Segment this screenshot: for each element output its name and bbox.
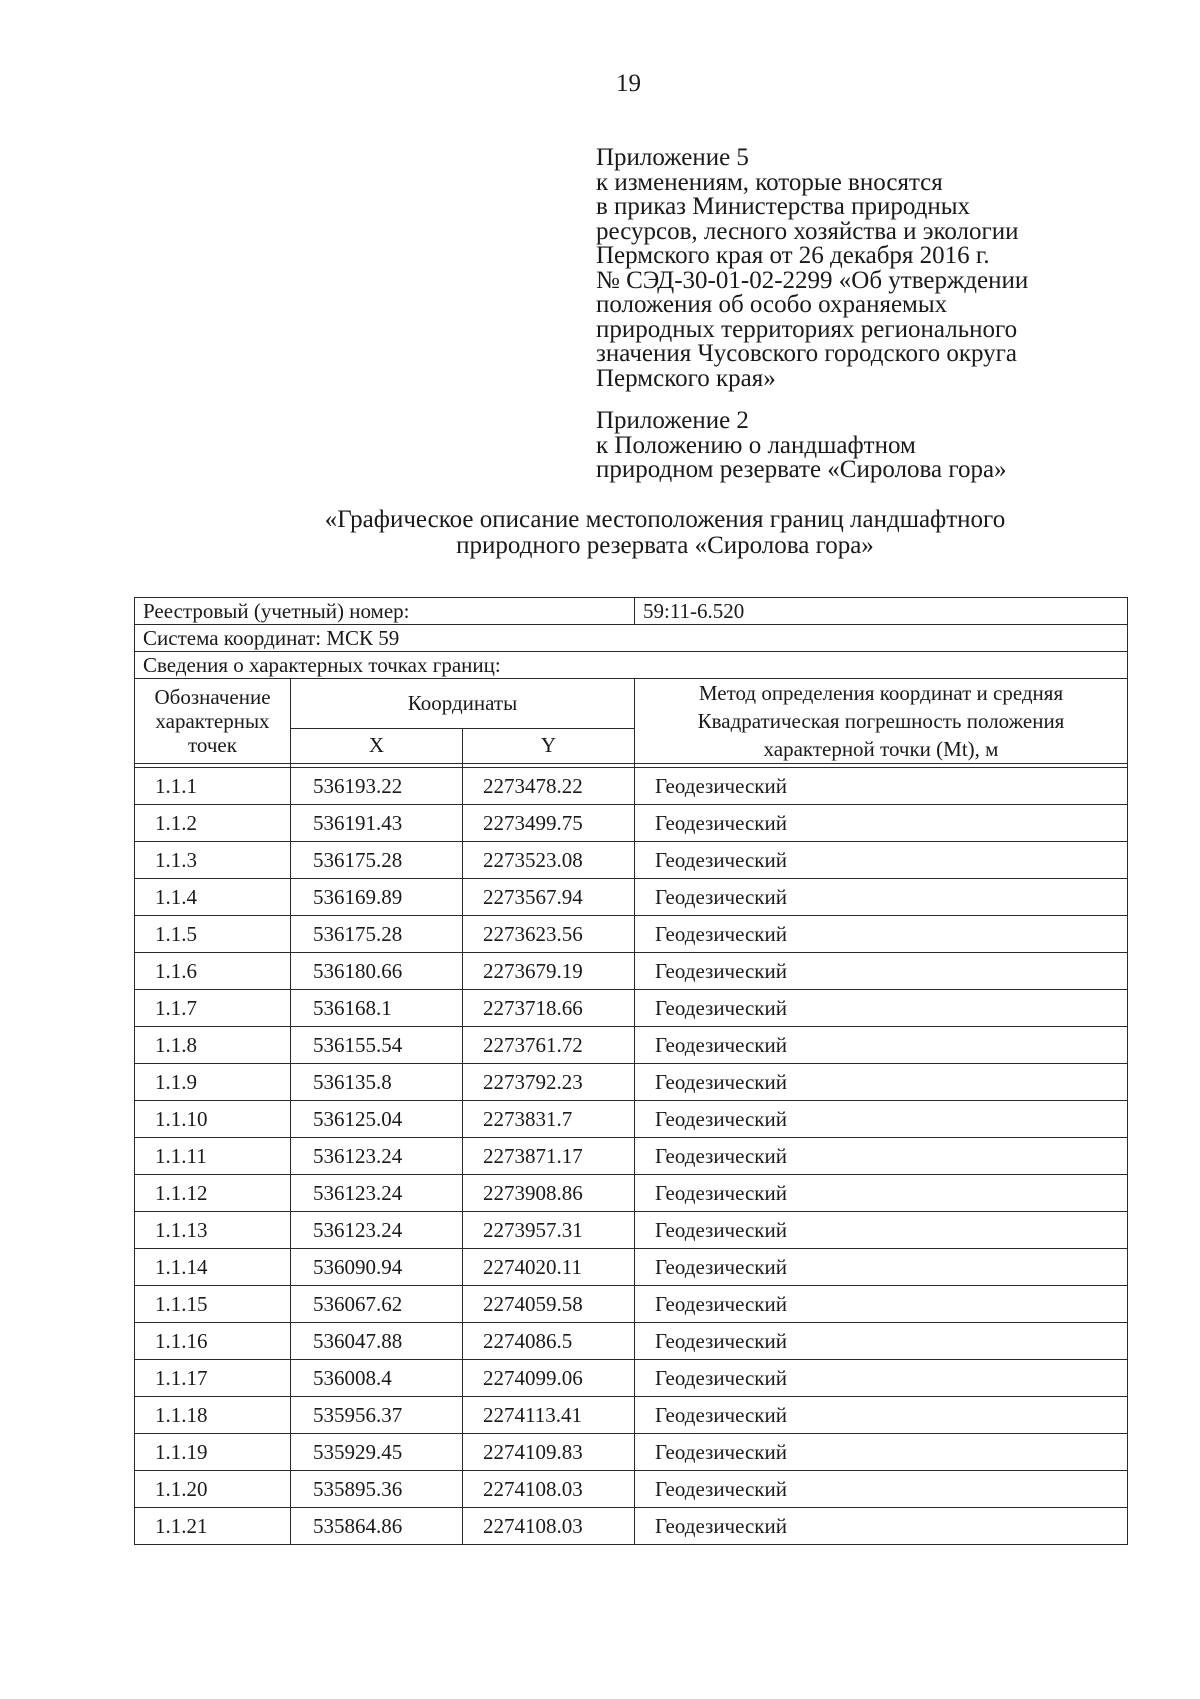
cell-x: 536175.28 bbox=[291, 842, 463, 879]
cell-y: 2273761.72 bbox=[463, 1027, 635, 1064]
cell-point: 1.1.14 bbox=[135, 1249, 291, 1286]
cell-y: 2274108.03 bbox=[463, 1471, 635, 1508]
cell-method: Геодезический bbox=[635, 916, 1128, 953]
cell-x: 536123.24 bbox=[291, 1212, 463, 1249]
table-row bbox=[135, 768, 1128, 805]
table-row bbox=[135, 1360, 1128, 1397]
cell-y: 2274086.5 bbox=[463, 1323, 635, 1360]
appendix-2-line: природном резервате «Сиролова гора» bbox=[596, 456, 1007, 483]
cell-method: Геодезический bbox=[635, 805, 1128, 842]
cell-point: 1.1.3 bbox=[135, 842, 291, 879]
registry-number-label: Реестровый (учетный) номер: bbox=[135, 598, 635, 625]
cell-point: 1.1.6 bbox=[135, 953, 291, 990]
table-row bbox=[135, 842, 1128, 879]
cell-x: 536125.04 bbox=[291, 1101, 463, 1138]
column-header-method: Метод определения координат и средняя Квадратическая погрешность положения характерной точки (Mt), м bbox=[635, 679, 1128, 764]
cell-method: Геодезический bbox=[635, 1064, 1128, 1101]
cell-x: 536193.22 bbox=[291, 768, 463, 805]
cell-point: 1.1.11 bbox=[135, 1138, 291, 1175]
appendix-5-line: природных территориях регионального bbox=[596, 315, 1018, 343]
cell-y: 2274059.58 bbox=[463, 1286, 635, 1323]
cell-y: 2274020.11 bbox=[463, 1249, 635, 1286]
document-title-line-1: «Графическое описание местоположения границ ландшафтного bbox=[324, 506, 1006, 533]
appendix-5-line: положения об особо охраняемых bbox=[596, 291, 948, 318]
cell-method: Геодезический bbox=[635, 1101, 1128, 1138]
cell-method: Геодезический bbox=[635, 1175, 1128, 1212]
table-row bbox=[135, 1064, 1128, 1101]
cell-x: 536123.24 bbox=[291, 1175, 463, 1212]
cell-x: 535864.86 bbox=[291, 1508, 463, 1545]
cell-y: 2273957.31 bbox=[463, 1212, 635, 1249]
cell-point: 1.1.7 bbox=[135, 990, 291, 1027]
cell-x: 536169.89 bbox=[291, 879, 463, 916]
cell-x: 536067.62 bbox=[291, 1286, 463, 1323]
cell-x: 536135.8 bbox=[291, 1064, 463, 1101]
cell-y: 2273871.17 bbox=[463, 1138, 635, 1175]
cell-method: Геодезический bbox=[635, 842, 1128, 879]
cell-y: 2274099.06 bbox=[463, 1360, 635, 1397]
table-row bbox=[135, 1138, 1128, 1175]
cell-x: 535956.37 bbox=[291, 1397, 463, 1434]
cell-y: 2273478.22 bbox=[463, 768, 635, 805]
appendix-5-line: Приложение 5 bbox=[596, 144, 749, 171]
cell-point: 1.1.18 bbox=[135, 1397, 291, 1434]
cell-method: Геодезический bbox=[635, 1323, 1128, 1360]
table-row bbox=[135, 1175, 1128, 1212]
coordinates-table bbox=[134, 597, 1128, 1545]
cell-point: 1.1.17 bbox=[135, 1360, 291, 1397]
cell-point: 1.1.21 bbox=[135, 1508, 291, 1545]
cell-method: Геодезический bbox=[635, 1027, 1128, 1064]
cell-point: 1.1.20 bbox=[135, 1471, 291, 1508]
cell-x: 535895.36 bbox=[291, 1471, 463, 1508]
cell-point: 1.1.13 bbox=[135, 1212, 291, 1249]
appendix-2-block bbox=[596, 409, 1156, 483]
table-row bbox=[135, 1249, 1128, 1286]
cell-y: 2273623.56 bbox=[463, 916, 635, 953]
cell-point: 1.1.8 bbox=[135, 1027, 291, 1064]
table-row bbox=[135, 879, 1128, 916]
table-row bbox=[135, 805, 1128, 842]
table-row bbox=[135, 1508, 1128, 1545]
cell-method: Геодезический bbox=[635, 953, 1128, 990]
cell-method: Геодезический bbox=[635, 1434, 1128, 1471]
cell-point: 1.1.15 bbox=[135, 1286, 291, 1323]
cell-x: 536180.66 bbox=[291, 953, 463, 990]
appendix-5-line: в приказ Министерства природных bbox=[596, 193, 971, 220]
cell-y: 2273499.75 bbox=[463, 805, 635, 842]
points-info-label: Сведения о характерных точках границ: bbox=[135, 652, 1128, 679]
cell-method: Геодезический bbox=[635, 879, 1128, 916]
cell-y: 2273792.23 bbox=[463, 1064, 635, 1101]
cell-y: 2273679.19 bbox=[463, 953, 635, 990]
cell-y: 2274108.03 bbox=[463, 1508, 635, 1545]
appendix-5-line: ресурсов, лесного хозяйства и экологии bbox=[596, 217, 1019, 245]
cell-point: 1.1.16 bbox=[135, 1323, 291, 1360]
table-row bbox=[135, 1027, 1128, 1064]
cell-point: 1.1.19 bbox=[135, 1434, 291, 1471]
column-header-y: Y bbox=[463, 728, 635, 763]
cell-point: 1.1.1 bbox=[135, 768, 291, 805]
document-title-line-2: природного резервата «Сиролова гора» bbox=[456, 532, 874, 559]
cell-method: Геодезический bbox=[635, 1397, 1128, 1434]
cell-x: 535929.45 bbox=[291, 1434, 463, 1471]
registry-number-value: 59:11-6.520 bbox=[635, 598, 1128, 625]
table-row bbox=[135, 1471, 1128, 1508]
appendix-2-line: Приложение 2 bbox=[596, 407, 749, 434]
appendix-5-line: к изменениям, которые вносятся bbox=[596, 168, 943, 196]
column-header-point: Обозначение характерных точек bbox=[135, 679, 291, 764]
cell-y: 2274113.41 bbox=[463, 1397, 635, 1434]
appendix-5-line: значения Чусовского городского округа bbox=[596, 340, 1018, 367]
appendix-2-line: к Положению о ландшафтном bbox=[596, 431, 916, 459]
cell-method: Геодезический bbox=[635, 1212, 1128, 1249]
appendix-5-line: Пермского края» bbox=[596, 364, 776, 392]
table-row bbox=[135, 1101, 1128, 1138]
document-title bbox=[0, 507, 1200, 559]
appendix-5-block bbox=[596, 146, 1156, 391]
table-row bbox=[135, 1397, 1128, 1434]
cell-x: 536168.1 bbox=[291, 990, 463, 1027]
cell-x: 536090.94 bbox=[291, 1249, 463, 1286]
cell-x: 536008.4 bbox=[291, 1360, 463, 1397]
cell-point: 1.1.9 bbox=[135, 1064, 291, 1101]
table-row bbox=[135, 1434, 1128, 1471]
column-header-x: X bbox=[291, 728, 463, 763]
column-header-coordinates: Координаты bbox=[291, 679, 635, 729]
cell-point: 1.1.2 bbox=[135, 805, 291, 842]
coordinate-system: Система координат: МСК 59 bbox=[135, 625, 1128, 652]
appendix-5-line: № СЭД-30-01-02-2299 «Об утверждении bbox=[596, 266, 1029, 294]
cell-y: 2273567.94 bbox=[463, 879, 635, 916]
table-row bbox=[135, 953, 1128, 990]
table-row bbox=[135, 1323, 1128, 1360]
cell-y: 2274109.83 bbox=[463, 1434, 635, 1471]
cell-x: 536175.28 bbox=[291, 916, 463, 953]
cell-point: 1.1.10 bbox=[135, 1101, 291, 1138]
cell-point: 1.1.4 bbox=[135, 879, 291, 916]
cell-method: Геодезический bbox=[635, 1286, 1128, 1323]
cell-y: 2273831.7 bbox=[463, 1101, 635, 1138]
cell-x: 536191.43 bbox=[291, 805, 463, 842]
cell-x: 536123.24 bbox=[291, 1138, 463, 1175]
cell-x: 536047.88 bbox=[291, 1323, 463, 1360]
table-row bbox=[135, 1212, 1128, 1249]
table-row bbox=[135, 916, 1128, 953]
cell-method: Геодезический bbox=[635, 768, 1128, 805]
page-number: 19 bbox=[616, 70, 641, 97]
cell-point: 1.1.12 bbox=[135, 1175, 291, 1212]
cell-y: 2273523.08 bbox=[463, 842, 635, 879]
cell-method: Геодезический bbox=[635, 1249, 1128, 1286]
appendix-5-line: Пермского края от 26 декабря 2016 г. bbox=[596, 242, 990, 269]
cell-method: Геодезический bbox=[635, 1360, 1128, 1397]
cell-y: 2273908.86 bbox=[463, 1175, 635, 1212]
cell-method: Геодезический bbox=[635, 1138, 1128, 1175]
cell-method: Геодезический bbox=[635, 1508, 1128, 1545]
cell-method: Геодезический bbox=[635, 990, 1128, 1027]
table-row bbox=[135, 990, 1128, 1027]
table-row bbox=[135, 1286, 1128, 1323]
cell-point: 1.1.5 bbox=[135, 916, 291, 953]
cell-y: 2273718.66 bbox=[463, 990, 635, 1027]
cell-method: Геодезический bbox=[635, 1471, 1128, 1508]
cell-x: 536155.54 bbox=[291, 1027, 463, 1064]
